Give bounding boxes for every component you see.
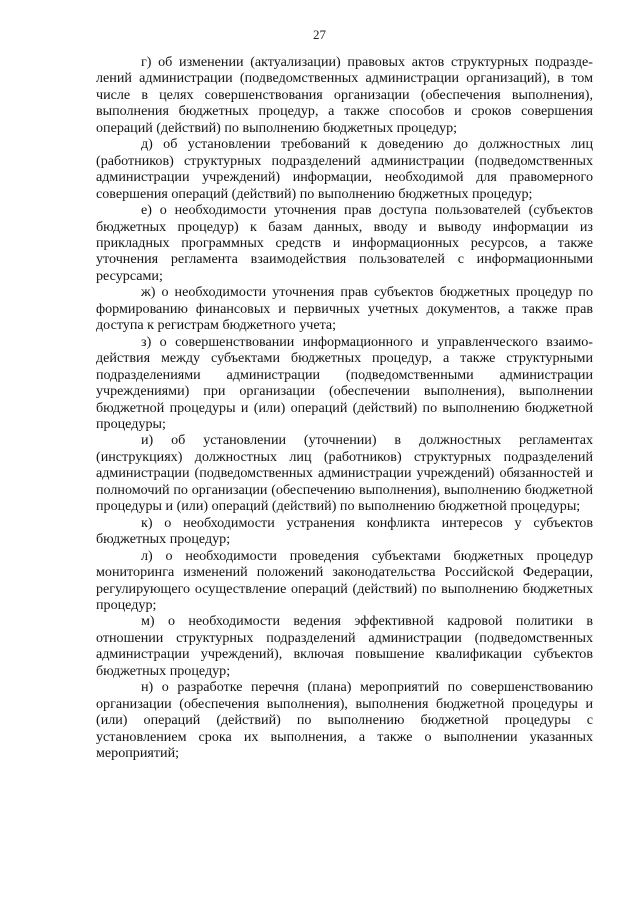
page-number: 27	[313, 27, 326, 42]
paragraph-z: з) о совершенствовании информационного и управленческого взаимодействия между субъектами бюджетных процедур, а также структурными подразделениями администрации (подведомственными администрации учреждениями) при организации (обеспечении выполнения), выполнении бюджетной процедуры и (или) операций (действий) по выполнению бюджетной процедуры;	[96, 333, 593, 432]
paragraph-m: м) о необходимости ведения эффективной кадровой политики в отношении структурных подразделений администрации (подведомственных администрации учреждений), включая повышение квалификации субъектов бюджетных процедур;	[96, 613, 593, 679]
document-body	[96, 54, 593, 761]
paragraph-n: н) о разработке перечня (плана) мероприятий по совершенствованию организации (обеспечения выполнения), выполнения бюджетной процедуры и (или) операций (действий) по выполнению бюджетной процедуры с установлением срока их выполнения, а также о выполнении указанных мероприятий;	[96, 679, 593, 762]
paragraph-d: д) об установлении требований к доведению до должностных лиц (работников) структурных подразделений администрации (подведомственных администрации учреждений) информации, необходимой для правомерного совершения операций (действий) по выполнению бюджетных процедур;	[96, 136, 593, 202]
paragraph-e: е) о необходимости уточнения прав доступа пользователей (субъектов бюджетных процедур) к базам данных, вводу и выводу информации из прикладных программных средств и информационных ресурсов, а также уточнения регламента взаимодействия пользователей с информационными ресурсами;	[96, 202, 593, 284]
paragraph-zh: ж) о необходимости уточнения прав субъектов бюджетных процедур по формированию финансовых и первичных учетных документов, а также прав доступа к регистрам бюджетного учета;	[96, 284, 593, 334]
paragraph-i: и) об установлении (уточнении) в должностных регламентах (инструкциях) должностных лиц (работников) структурных подразделений администрации (подведомственных администрации учреждений) обязанностей и полномочий по организации (обеспечению выполнения), выполнению бюджетной процедуры и (или) операций (действий) по выполнению бюджетной процедуры;	[96, 432, 593, 515]
paragraph-l: л) о необходимости проведения субъектами бюджетных процедур мониторинга изменений положений законодательства Российской Федерации, регулирующего осуществление операций (действий) по выполнению бюджетных процедур;	[96, 547, 593, 613]
paragraph-g: г) об изменении (актуализации) правовых актов структурных подразделений администрации (подведомственных администрации организаций), в том числе в целях совершенствования организации (обеспечения выполнения), выполнения бюджетных процедур, а также способов и сроков совершения операций (действий) по выполнению бюджетных процедур;	[96, 54, 593, 136]
paragraph-k: к) о необходимости устранения конфликта интересов у субъектов бюджетных процедур;	[96, 514, 593, 548]
